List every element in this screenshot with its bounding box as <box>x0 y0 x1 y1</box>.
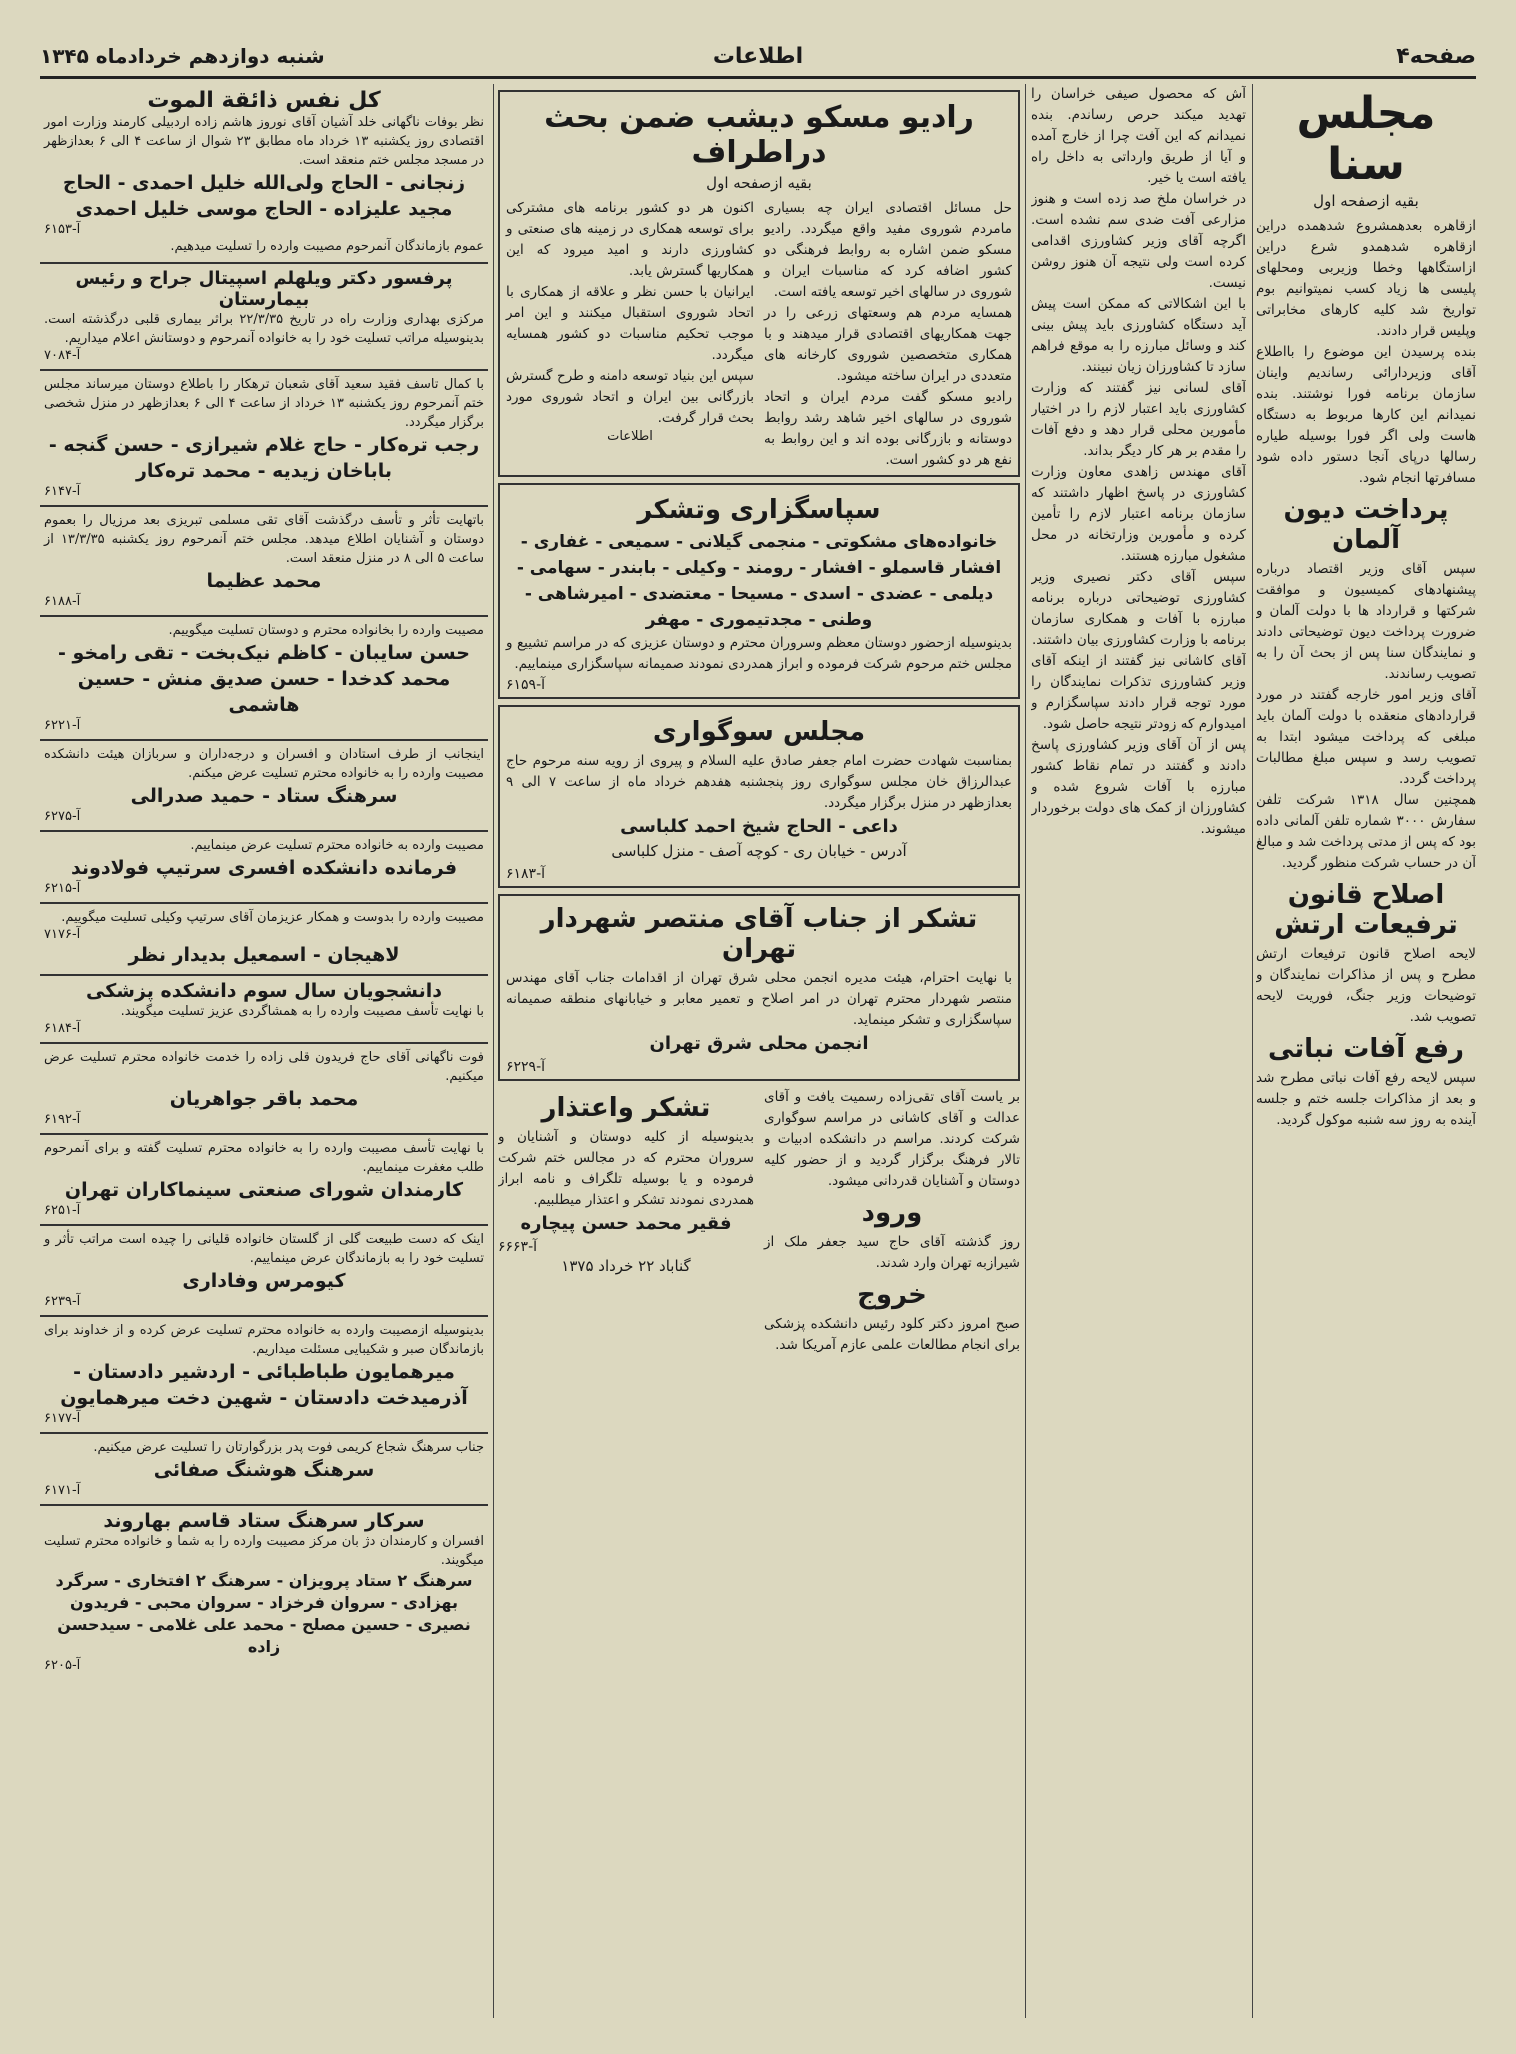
page-header <box>40 40 1476 79</box>
notice-title: سرکار سرهنگ ستاد قاسم بهاروند <box>103 1510 425 1532</box>
notice-name: سرهنگ ستاد - حمید صدرالی <box>130 785 398 807</box>
notice-name: لاهیجان - اسمعیل بدیدار نظر <box>128 944 400 966</box>
notice-text: بدینوسیله ازحضور دوستان معظم وسروران محترم و دوستان عزیزی که در مراسم تشییع و مجلس ختم مرحوم شرکت فرموده و ابراز همدردی نمودند صمیمانه سپاسگزاری مینماییم. <box>506 635 1012 672</box>
notice-column <box>498 1087 754 1356</box>
senate-continuation <box>1031 84 1246 2018</box>
notice-text: مرکزی بهداری وزارت راه در تاریخ ۲۲/۳/۳۵ براثر بیماری قلبی درگذشته است. بدینوسیله مراتب تسلیت خود را به خانواده آنمرحوم و دوستانش اعلام میداریم. <box>44 312 484 346</box>
notice-families: خانواده‌های مشکوتی - منجمی گیلانی - سمیعی - غفاری - افشار قاسملو - افشار - رومند - وکیلی - بابندر - سهامی - دیلمی - عضدی - اسدی - مسیحا - معتضدی - امیرشاهی - وطنی - مجدتیموری - مهفر <box>516 532 1002 630</box>
notice-names: سرهنگ ۲ ستاد پرویزان - سرهنگ ۲ افتخاری - سرگرد بهزادی - سروان فرخزاد - سروان محبی - فریدون نصیری - حسین مصلح - محمد علی غلامی - سیدحسن زاده <box>55 1571 473 1656</box>
article-paragraph: سپس این بنیاد توسعه دامنه و طرح گسترش بازرگانی بین ایران و اتحاد شوروی مورد بحث قرار گرفت. <box>506 368 754 426</box>
arrivals-text: روز گذشته آقای حاج سید جعفر ملک از شیرازبه تهران وارد شدند. <box>764 1234 1020 1271</box>
ad-code: آ-۶۱۸۳ <box>506 866 546 882</box>
notice-text: نظر بوفات ناگهانی خلد آشیان آقای نوروز هاشم زاده اردبیلی کارمند وزارت امور اقتصادی روز یکشنبه ۱۳ خرداد ماه مطابق ۲۳ شوال از ساعت ۴ الی ۶ بعدازظهر در مسجد مجلس ختم منعقد است. <box>44 115 484 168</box>
ad-code: آ-۶۱۹۲ <box>44 1112 81 1127</box>
notice-title: تشکر واعتذار <box>541 1093 711 1123</box>
obituary-notice <box>40 1044 488 1135</box>
notice-text: با کمال تاسف فقید سعید آقای شعبان ترهکار را باطلاع دوستان میرساند مجلس ختم آنمرحوم روز یکشنبه ۱۳ خرداد از ساعت ۴ الی ۶ بعدازظهر در منزل شخصی برگزار میگردد. <box>44 377 484 430</box>
ad-code: آ-۶۱۵۳ <box>44 222 81 237</box>
obituary-notice <box>40 976 488 1044</box>
ad-code: آ-۶۲۱۵ <box>44 881 81 896</box>
newspaper-name: اطلاعات <box>712 44 804 69</box>
radio-moscow-article <box>498 90 1020 477</box>
notice-text: با نهایت احترام، هیئت مدیره انجمن محلی شرق تهران از اقدامات جناب آقای مهندس منتصر شهردار محترم تهران در امر اصلاح و تعمیر معابر و خیابانهای منطقه صمیمانه سپاسگزاری و تشکر مینماید. <box>506 970 1012 1028</box>
obituary-notice <box>40 264 488 371</box>
obituary-notice <box>40 904 488 976</box>
notice-name: کیومرس وفاداری <box>182 1270 346 1292</box>
notice-text: اینک که دست طبیعت گلی از گلستان خانواده قلیانی را چیده است مراتب تأثر و تسلیت خود را به بازماندگان عرض مینماییم. <box>44 1232 484 1266</box>
article-paragraph: سپس آقای وزیر اقتصاد درباره پیشنهادهای کمیسیون و موافقت شرکتها و قرارداد ها با دولت آلمان و ضرورت پرداخت دیون توضیحاتی دادند و نمایندگان سنا پس از بحث آن را به تصویب رساندند. <box>1256 561 1476 682</box>
article-title: رادیو مسکو دیشب ضمن بحث دراطراف <box>544 100 974 170</box>
thanks-notice <box>498 483 1020 699</box>
obituary-notice <box>40 832 488 904</box>
article-paragraph: آش که محصول صیفی خراسان را تهدید میکند حرص رساندم. بنده نمیدانم که این آفت چرا از خارج آمده و آیا از طریق وارداتی به داخل راه یافته است یا خیر. <box>1031 86 1246 186</box>
article-column <box>506 198 754 471</box>
article-subtitle: بقیه ازصفحه اول <box>1313 192 1419 210</box>
notice-text: فوت ناگهانی آقای حاج فریدون قلی زاده را خدمت خانواده محترم تسلیت عرض میکنیم. <box>44 1050 484 1084</box>
ad-code: آ-۷۰۸۴ <box>44 348 81 363</box>
article-paragraph: سپس لایحه رفع آفات نباتی مطرح شد و بعد از مذاکرات جلسه ختم و جلسه آینده به روز سه شنبه موکول گردید. <box>1256 1070 1476 1128</box>
column-rule <box>1025 84 1026 2018</box>
notice-names: زنجانی - الحاج ولی‌الله خلیل احمدی - الحاج مجید علیزاده - الحاج موسی خلیل احمدی <box>62 172 466 220</box>
column-rule <box>493 84 494 2018</box>
article-paragraph: آقای وزیر امور خارجه گفتند در مورد قراردادهای منعقده با دولت آلمان باید مبلغی که پرداخت میشود ابتدا به تصویب رسد و سپس مبلغ مطالبات پرداخت گردد. <box>1256 687 1476 787</box>
article-paragraph: لایحه اصلاح قانون ترفیعات ارتش مطرح و پس از مذاکرات نمایندگان و توضیحات وزیر جنگ، فوریت لایحه تصویب شد. <box>1256 946 1476 1025</box>
ad-code: آ-۶۲۵۱ <box>44 1203 81 1218</box>
notice-text: با نهایت تأسف مصیبت وارده را به همشاگردی عزیز تسلیت میگویند. <box>120 1004 484 1019</box>
article-paragraph: با این اشکالاتی که ممکن است پیش آید دستگاه کشاورزی باید پیش بینی کند و وسائل مبارزه را به موقع فراهم سازد تا کشاورزان زیان نبینند. <box>1031 296 1246 375</box>
ad-code: آ-۶۱۸۴ <box>44 1021 81 1036</box>
article-subheading: اصلاح قانون ترفیعات ارتش <box>1274 880 1458 940</box>
notice-name: فقیر محمد حسن پیچاره <box>520 1213 732 1234</box>
notice-title: سپاسگزاری وتشکر <box>637 495 881 525</box>
ad-code: آ-۶۱۵۹ <box>506 677 546 693</box>
obituary-notice <box>40 1317 488 1434</box>
notice-text: مصیبت وارده را بدوست و همکار عزیزمان آقای سرتیپ وکیلی تسلیت میگوییم. <box>61 910 484 925</box>
notice-text: جناب سرهنگ شجاع کریمی فوت پدر بزرگوارتان را تسلیت عرض میکنیم. <box>93 1440 484 1455</box>
notice-name: فرمانده دانشکده افسری سرتیپ فولادوند <box>70 857 458 879</box>
article-paragraph: رادیو مسکو گفت مردم ایران و اتحاد شوروی در سالهای اخیر شاهد رشد روابط دوستانه و بازرگانی بوده اند و این روابط به نفع هر دو کشور است. <box>764 389 1012 468</box>
obituary-notice <box>40 371 488 507</box>
notice-text: مصیبت وارده را بخانواده محترم و دوستان تسلیت میگوییم. <box>168 623 484 638</box>
ad-code: آ-۶۲۲۱ <box>44 718 81 733</box>
ad-code: آ-۷۱۷۶ <box>44 927 81 942</box>
radio-moscow-section <box>498 84 1020 2018</box>
ad-code: آ-۶۲۲۹ <box>506 1059 546 1075</box>
notice-name: سرهنگ هوشنگ صفائی <box>153 1459 375 1481</box>
notice-name: محمد باقر جواهریان <box>169 1088 359 1110</box>
article-attribution: اطلاعات <box>607 429 653 444</box>
notice-text: باتهایت تأثر و تأسف درگذشت آقای تقی مسلمی تبریزی بعد مرزیال را بعموم دوستان و آشنایان اطلاع میدهد. مجلس ختم آنمرحوم روز یکشنبه ۱۳/۳/۳۵ از ساعت ۵ الی ۸ در منزل منعقد است. <box>44 513 484 566</box>
mourning-notice <box>498 705 1020 888</box>
notice-text: بدینوسیله از کلیه دوستان و آشنایان و سروران محترم که در مجالس ختم شرکت فرموده و یا بوسیله تلگراف و نامه ابراز همدردی نمودند تشکر و اعتذار میطلبیم. <box>498 1129 754 1208</box>
departures-text: صبح امروز دکتر کلود رئیس دانشکده پزشکی برای انجام مطالعات علمی عازم آمریکا شد. <box>764 1316 1020 1353</box>
notice-text: بر یاست آقای تقی‌زاده رسمیت یافت و آقای عدالت و آقای کاشانی در مراسم سوگواری شرکت کردند. مراسم در دانشکده ادبیات و تالار فرهنگ برگزار گردید و از حضور کلیه دوستان و آشنایان قدردانی میشود. <box>764 1089 1020 1189</box>
article-paragraph: آقای مهندس زاهدی معاون وزارت کشاورزی در پاسخ اظهار داشتند که سازمان برنامه اعتبار لازم را تأمین کرده و مأمورین وزارتخانه در محل مشغول مبارزه هستند. <box>1031 464 1246 564</box>
notice-text: اینجانب از طرف استادان و افسران و درجه‌داران و سربازان هیئت دانشکده مصیبت وارده را به خانواده محترم تسلیت عرض میکنم. <box>44 747 484 781</box>
notice-address: آدرس - خیابان ری - کوچه آصف - منزل کلباسی <box>611 842 907 860</box>
ad-code: آ-۶۶۶۳ <box>498 1239 538 1255</box>
obituary-notice <box>40 1135 488 1226</box>
article-paragraph: همچنین سال ۱۳۱۸ شرکت تلفن سفارش ۳۰۰۰ شماره تلفن آلمانی داده بود که پس از مدتی پرداخت شد و مبالغ آن در حساب شرکت منظور گردید. <box>1256 792 1476 871</box>
obituary-column <box>40 84 488 2018</box>
notice-column <box>764 1087 1020 1356</box>
article-paragraph: همسایه مردم هم وسعتهای زرعی را در جهت همکاریهای اقتصادی قرار میدهند و با همکاری متخصصین شوروی کارخانه های متعددی در ایران ساخته میشود. <box>764 305 1012 384</box>
obituary-notice <box>40 617 488 741</box>
ad-code: آ-۶۱۷۷ <box>44 1411 81 1426</box>
article-paragraph: بنده پرسیدن این موضوع را بااطلاع آقای وزیردارائی رساندیم واینان سازمان برنامه فورا نوشتند. بنده نمیدانم این کارها مربوط به دستگاه هاست ولی اگر فورا بوسیله طیاره رسالها درپای آنجا دستور داده شود مسافرتها انجام شود. <box>1256 344 1476 486</box>
article-paragraph: حل مسائل اقتصادی ایران چه بسیاری مامردم شوروی مفید واقع میگردد. رادیو مسکو ضمن اشاره به روابط فرهنگی دو کشور اضافه کرد که مناسبات ایران و شوروی در سالهای اخیر توسعه یافته است. <box>764 200 1012 300</box>
issue-date: شنبه دوازدهم خردادماه ۱۳۴۵ <box>40 44 325 68</box>
obituary-notice <box>40 1506 488 1679</box>
article-paragraph: آقای لسانی نیز گفتند که وزارت کشاورزی باید اعتبار لازم را در اختیار مأمورین محلی قرار دهد و دفع آفات را مقدم بر هر کار دیگر بداند. <box>1031 380 1246 459</box>
ad-code: آ-۶۱۴۷ <box>44 484 81 499</box>
column-rule <box>1252 84 1253 2018</box>
article-title: مجلس سنا <box>1296 88 1436 190</box>
ad-code: آ-۶۱۸۸ <box>44 594 81 609</box>
article-paragraph: ایرانیان با حسن نظر و علاقه از همکاری با اتحاد شوروی استقبال میکنند و این امر موجب تحکیم مناسبات دو کشور همسایه میگردد. <box>506 284 754 363</box>
article-subtitle: بقیه ازصفحه اول <box>706 174 812 192</box>
article-paragraph: در خراسان ملخ صد زده است و هنوز مزارعی آفت ضدی سم نشده است. اگرچه آقای وزیر کشاورزی اقدامی کرده است ولی نتیجه آن هنوز روشن نیست. <box>1031 191 1246 291</box>
notice-name: محمد عظیما <box>206 570 322 592</box>
mayor-thanks-notice <box>498 894 1020 1081</box>
notice-names: میرهمایون طباطبائی - اردشیر دادستان - آذرمیدخت دادستان - شهین دخت میرهمایون <box>60 1361 468 1409</box>
notice-text: با نهایت تأسف مصیبت وارده را به خانواده محترم تسلیت گفته و برای آنمرحوم طلب مغفرت مینماییم. <box>44 1141 484 1175</box>
article-columns <box>506 198 1012 471</box>
departures-title: خروج <box>857 1280 927 1310</box>
article-subheading: رفع آفات نباتی <box>1268 1034 1464 1064</box>
article-paragraph: اکنون هر دو کشور برنامه های مشترکی برای توسعه همکاری در زمینه های صنعتی و کشاورزی دارند و امید میرود که این همکاریها گسترش یابد. <box>506 200 754 279</box>
obituary-notice <box>40 1434 488 1506</box>
notice-note: عموم بازماندگان آنمرحوم مصیبت وارده را تسلیت میدهیم. <box>170 239 484 254</box>
notice-text: افسران و کارمندان دژ بان مرکز مصیبت وارده را به شما و خانواده محترم تسلیت میگویند. <box>44 1534 484 1568</box>
notice-name: کارمندان شورای صنعتی سینماکاران تهران <box>64 1179 464 1201</box>
notice-date: گناباد ۲۲ خرداد ۱۳۷۵ <box>561 1257 691 1275</box>
article-paragraph: ازقاهره بعدهمشروع شدهمده دراین ازقاهره شدهمدو شرع دراین ازاستگاهها وخطا وزیربی ومحلهای پلیسی ها زیاد کسب نمیتوانیم بوم تواریخ شد کلیه کارهای مخابراتی وپلیس قرار دادند. <box>1256 218 1476 339</box>
notice-title: تشکر از جناب آقای منتصر شهردار تهران <box>540 904 978 964</box>
notice-title: دانشجویان سال سوم دانشکده پزشکی <box>86 980 442 1002</box>
notice-names: حسن سایبان - کاظم نیک‌بخت - تقی رامخو - محمد کدخدا - حسن صدیق منش - حسین هاشمی <box>58 642 470 716</box>
article-paragraph: پس از آن آقای وزیر کشاورزی پاسخ دادند و گفتند در تمام نقاط کشور مبارزه با آفات شروع شده و کشاورزان از کمک های دولت برخوردار میشوند. <box>1031 737 1246 837</box>
notice-text: بمناسبت شهادت حضرت امام جعفر صادق علیه السلام و پیروی از رویه سنه مرحوم حاج عبدالرزاق خان مجلس سوگواری روز پنجشنبه هفدهم خرداد ماه از ساعت ۷ الی ۹ بعدازظهر در منزل برگزار میگردد. <box>506 753 1012 811</box>
notice-name: داعی - الحاج شیخ احمد کلباسی <box>620 816 898 837</box>
obituary-notice <box>40 84 488 264</box>
obituary-notice <box>40 741 488 832</box>
arrivals-title: ورود <box>861 1198 923 1228</box>
article-paragraph: آقای کاشانی نیز گفتند از اینکه آقای وزیر کشاورزی تذکرات نمایندگان را مورد توجه قرار دادند سپاسگزارم و امیدوارم که زودتر نتیجه حاصل شود. <box>1031 653 1246 732</box>
obituary-notice <box>40 507 488 617</box>
ad-code: آ-۶۲۳۹ <box>44 1294 81 1309</box>
page-number: صفحه۴ <box>1396 44 1476 69</box>
notice-signature: انجمن محلی شرق تهران <box>649 1033 869 1054</box>
notice-text: بدینوسیله ازمصیبت وارده به خانواده محترم تسلیت عرض کرده و از خداوند برای بازماندگان صبر و شکیبایی مسئلت میداریم. <box>44 1323 484 1357</box>
senate-article <box>1256 84 1476 2018</box>
ad-code: آ-۶۲۷۵ <box>44 809 81 824</box>
bottom-notices <box>498 1087 1020 1356</box>
notice-title: کل نفس ذائقة الموت <box>147 88 381 113</box>
obituary-notice <box>40 1226 488 1317</box>
article-subheading: پرداخت دیون آلمان <box>1283 495 1449 555</box>
ad-code: آ-۶۱۷۱ <box>44 1483 81 1498</box>
article-column <box>764 198 1012 471</box>
notice-text: مصیبت وارده به خانواده محترم تسلیت عرض مینماییم. <box>190 838 484 853</box>
notice-title: مجلس سوگواری <box>652 717 866 747</box>
ad-code: آ-۶۲۰۵ <box>44 1658 81 1673</box>
notice-names: رجب تره‌کار - حاج غلام شیرازی - حسن گنجه - باباخان زیدیه - محمد تره‌کار <box>48 434 480 482</box>
notice-title: پرفسور دکتر ویلهلم اسپیتال جراح و رئیس بیمارستان <box>75 268 453 310</box>
article-paragraph: سپس آقای دکتر نصیری وزیر کشاورزی توضیحاتی درباره برنامه مبارزه با آفات و همکاری سازمان برنامه با وزارت کشاورزی بیان داشتند. <box>1031 569 1246 648</box>
